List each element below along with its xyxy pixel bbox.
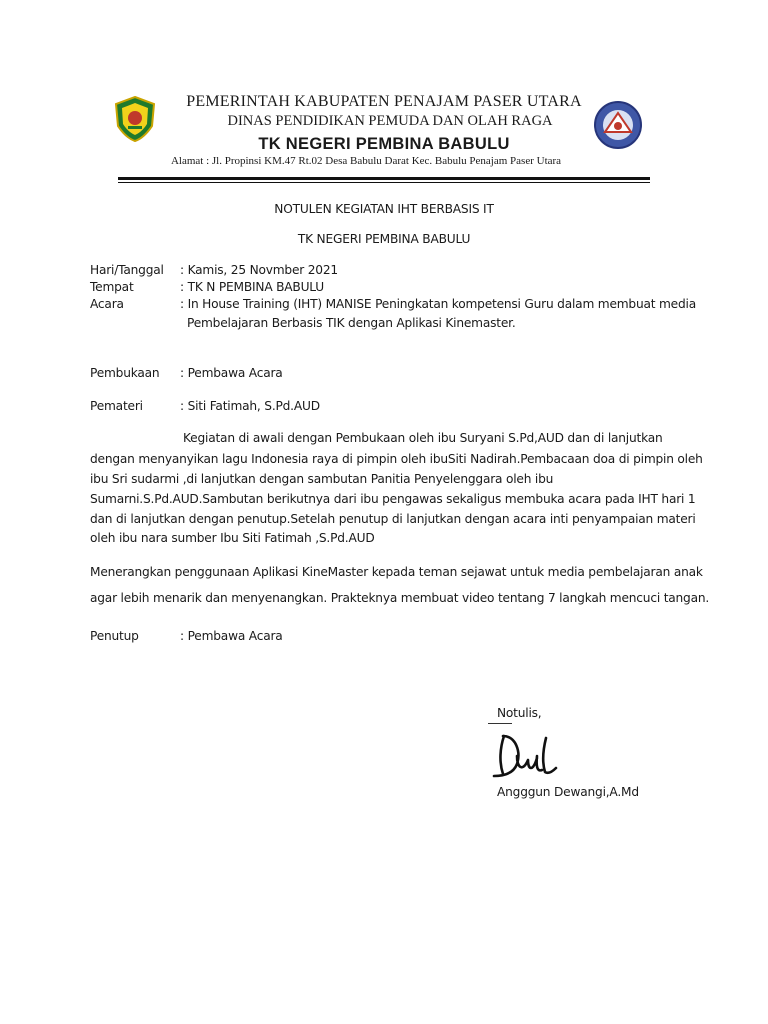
pemateri-value: : Siti Fatimah, S.Pd.AUD xyxy=(180,399,320,413)
paragraph-line: dan di lanjutkan dengan penutup.Setelah penutup di lanjutkan dengan acara inti penyampaian materi xyxy=(90,512,696,526)
document-title: NOTULEN KEGIATAN IHT BERBASIS IT xyxy=(274,202,494,216)
tempat-value: : TK N PEMBINA BABULU xyxy=(180,280,325,294)
notulis-heading: Notulis, xyxy=(497,706,542,720)
paragraph-line: Sumarni.S.Pd.AUD.Sambutan berikutnya dari ibu pengawas sekaligus membuka acara pada IHT hari 1 xyxy=(90,492,696,506)
hari-label: Hari/Tanggal xyxy=(90,263,164,277)
notulis-name: Angggun Dewangi,A.Md xyxy=(497,785,639,799)
letterhead-government: PEMERINTAH KABUPATEN PENAJAM PASER UTARA xyxy=(186,93,582,110)
handwritten-signature xyxy=(490,726,570,782)
hari-value: : Kamis, 25 Novmber 2021 xyxy=(180,263,338,277)
pembukaan-label: Pembukaan xyxy=(90,366,160,380)
acara-label: Acara xyxy=(90,297,124,311)
paragraph-line: ibu Sri sudarmi ,di lanjutkan dengan sambutan Panitia Penyelenggara oleh ibu xyxy=(90,472,554,486)
tempat-label: Tempat xyxy=(90,280,134,294)
document-subtitle: TK NEGERI PEMBINA BABULU xyxy=(297,232,471,246)
paragraph-line: dengan menyanyikan lagu Indonesia raya di pimpin oleh ibuSiti Nadirah.Pembacaan doa di pimpin oleh xyxy=(90,452,703,466)
pemateri-label: Pemateri xyxy=(90,399,143,413)
signature-underline xyxy=(488,723,512,724)
penutup-label: Penutup xyxy=(90,629,139,643)
letterhead-school-name: TK NEGERI PEMBINA BABULU xyxy=(258,135,510,153)
letterhead-address: Alamat : Jl. Propinsi KM.47 Rt.02 Desa Babulu Darat Kec. Babulu Penajam Paser Utara xyxy=(170,155,562,167)
letterhead-department: DINAS PENDIDIKAN PEMUDA DAN OLAH RAGA xyxy=(227,113,553,129)
pembukaan-value: : Pembawa Acara xyxy=(180,366,283,380)
letterhead-divider-thin xyxy=(118,182,650,183)
paragraph-line: Kegiatan di awali dengan Pembukaan oleh ibu Suryani S.Pd,AUD dan di lanjutkan xyxy=(183,431,663,445)
paragraph-line: oleh ibu nara sumber Ibu Siti Fatimah ,S.Pd.AUD xyxy=(90,531,375,545)
paragraph-line: Menerangkan penggunaan Aplikasi KineMaster kepada teman sejawat untuk media pembelajaran anak xyxy=(90,565,703,579)
penutup-value: : Pembawa Acara xyxy=(180,629,283,643)
acara-value-continued: Pembelajaran Berbasis TIK dengan Aplikasi Kinemaster. xyxy=(187,316,516,330)
acara-value: : In House Training (IHT) MANISE Peningkatan kompetensi Guru dalam membuat media xyxy=(180,297,696,311)
paragraph-line: agar lebih menarik dan menyenangkan. Prakteknya membuat video tentang 7 langkah mencuci tangan. xyxy=(90,591,710,605)
letterhead-divider xyxy=(118,177,650,180)
